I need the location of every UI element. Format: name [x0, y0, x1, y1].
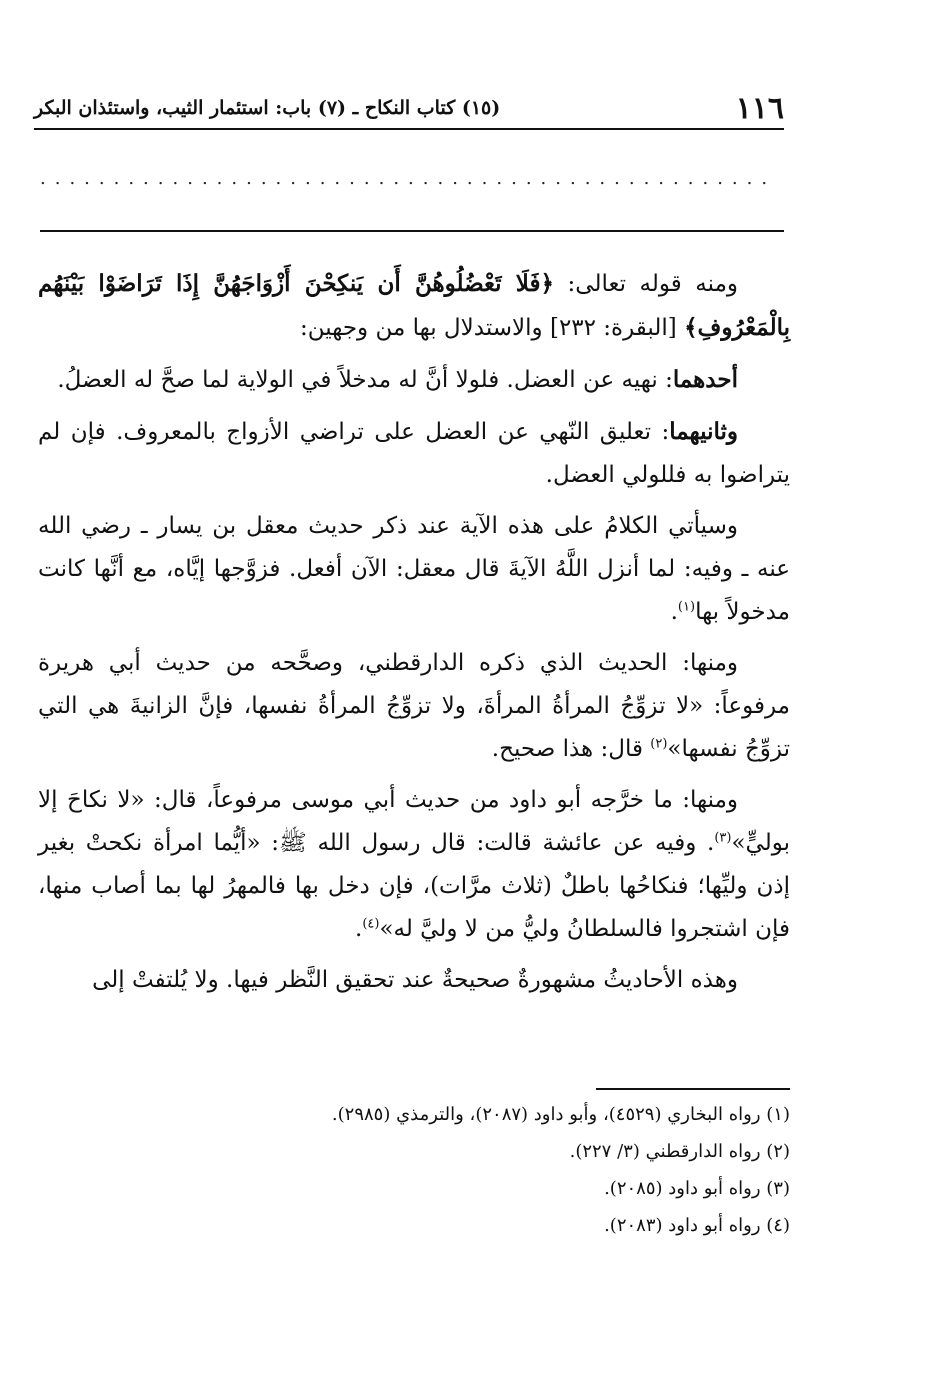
- conclusion-text: وهذه الأحاديثُ مشهورةٌ صحيحةٌ عند تحقيق النَّظر فيها. ولا يُلتفتْ إلى: [92, 967, 738, 993]
- running-title: (١٥) كتاب النكاح ـ (٧) باب: استئمار الثيب، واستئذان البكر: [34, 97, 501, 119]
- paragraph-abu-dawud-hadith: [38, 779, 790, 951]
- footnote-separator: [596, 1088, 790, 1090]
- verse-intro: ومنه قوله تعالى:: [554, 271, 738, 297]
- paragraph-verse: [38, 262, 790, 350]
- second-aspect-text: : تعليق النّهي عن العضل على تراضي الأزواج بالمعروف. فإن لم يتراضوا به فللولي العضل.: [38, 419, 790, 488]
- footnote-2: (٢) رواه الدارقطني (٣/ ٢٢٧).: [569, 1141, 790, 1162]
- page-number: ١١٦: [735, 90, 784, 126]
- paragraph-maqil-hadith: [38, 505, 790, 634]
- main-text: [38, 262, 790, 1010]
- footnote-ref-2[interactable]: (٢): [650, 736, 668, 752]
- footnote-ref-1[interactable]: (١): [677, 599, 696, 615]
- footnote-1: (١) رواه البخاري (٤٥٢٩)، وأبو داود (٢٠٨٧)، والترمذي (٢٩٨٥).: [331, 1104, 790, 1125]
- footnote-3: (٣) رواه أبو داود (٢٠٨٥).: [604, 1178, 790, 1199]
- abu-musa-text: ومنها: ما خرَّجه أبو داود من حديث أبي موسى مرفوعاً، قال: «لا نكاحَ إلا بوليٍّ»: [38, 787, 790, 856]
- aisha-text: . وفيه عن عائشة قالت: قال رسول الله ﷺ: «أيُّما امرأة نكحتْ بغير إذن وليِّها؛ فنكاحُها باطلٌ (ثلاث مرَّات)، فإن دخل بها فالمهرُ لها بما أصاب منها، فإن اشتجروا فالسلطانُ وليُّ من لا وليَّ له»: [38, 830, 790, 942]
- horizontal-rule: [40, 230, 784, 232]
- footnote-ref-3[interactable]: (٣): [714, 830, 732, 846]
- second-aspect-label: وثانيهما: [669, 418, 738, 445]
- daraqutni-verdict: قال: هذا صحيح.: [491, 736, 651, 762]
- first-aspect-text: : نهيه عن العضل. فلولا أنَّ له مدخلاً في الولاية لما صحَّ له العضلُ.: [57, 367, 673, 393]
- footnotes: [150, 1096, 790, 1244]
- page-header: [34, 88, 784, 130]
- paragraph-daraqutni-hadith: [38, 642, 790, 771]
- sentence-end: .: [355, 916, 363, 942]
- paragraph-second-aspect: [38, 410, 790, 497]
- quran-verse: ﴿فَلَا تَعْضُلُوهُنَّ أَن يَنكِحْنَ أَزْوَاجَهُنَّ إِذَا تَرَاضَوْا بَيْنَهُم بِالْمَعْرُوفِ﴾: [38, 270, 790, 341]
- paragraph-conclusion: [38, 959, 790, 1002]
- verse-reference: [البقرة: ٢٣٢] والاستدلال بها من وجهين:: [300, 315, 685, 341]
- maqil-text: وسيأتي الكلامُ على هذه الآية عند ذكر حديث معقل بن يسار ـ رضي الله عنه ـ وفيه: لما أنزل اللَّهُ الآيةَ قال معقل: الآن أفعل. فزوَّجها إيَّاه، مع أنَّها كانت مدخولاً بها: [38, 513, 790, 625]
- first-aspect-label: أحدهما: [672, 366, 738, 393]
- footnote-4: (٤) رواه أبو داود (٢٠٨٣).: [604, 1215, 790, 1236]
- daraqutni-text: ومنها: الحديث الذي ذكره الدارقطني، وصحَّحه من حديث أبي هريرة مرفوعاً: «لا تزوِّجُ المرأةُ المرأةَ، ولا تزوِّجُ المرأةُ نفسها، فإنَّ الزانيةَ هي التي تزوِّجُ نفسها»: [38, 650, 790, 762]
- paragraph-first-aspect: [38, 358, 790, 402]
- dotted-separator: ..................................................: [40, 168, 777, 189]
- sentence-end: .: [670, 599, 678, 625]
- footnote-ref-4[interactable]: (٤): [362, 916, 380, 932]
